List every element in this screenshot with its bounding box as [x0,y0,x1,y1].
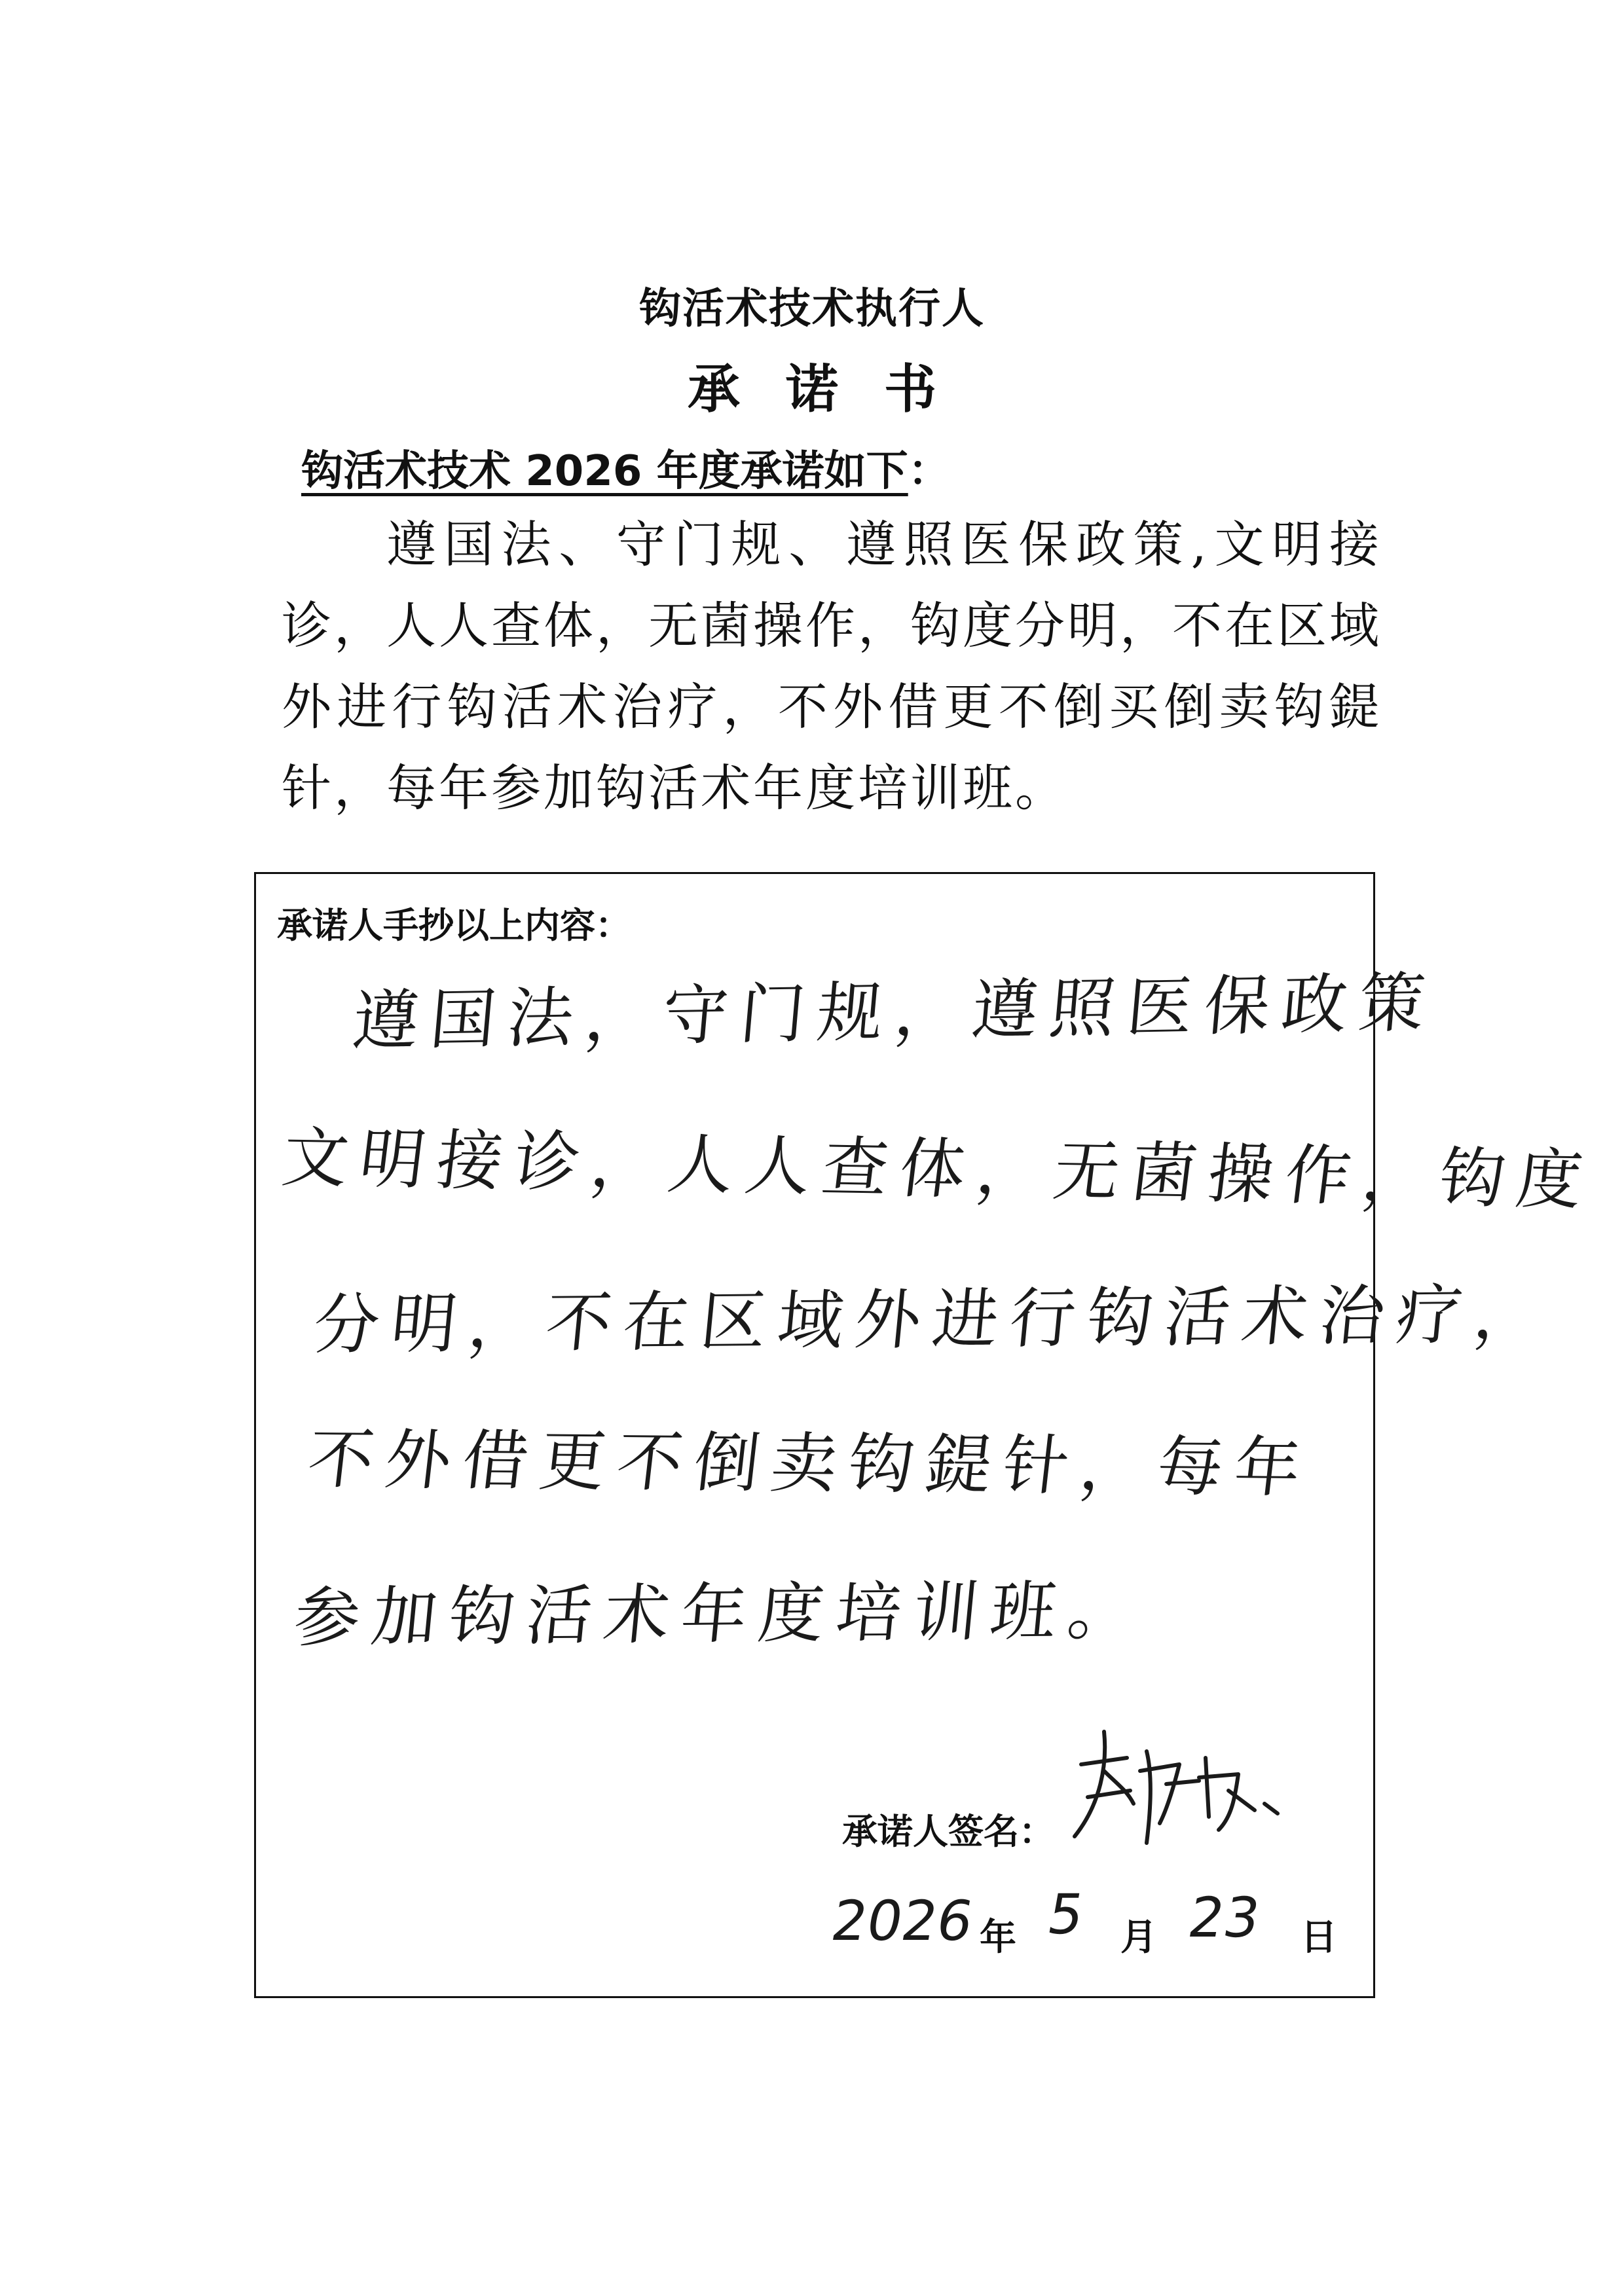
signature-label: 承诺人签名： [842,1811,1054,1852]
date-day-handwritten: 23 [1183,1886,1265,1950]
handwritten-line: 文明接诊，人人查体，无菌操作，钩度 [278,1119,1599,1219]
handwritten-signature [1068,1725,1291,1856]
date-month-handwritten: 5 [1043,1882,1090,1946]
date-day-label: 日 [1301,1916,1337,1959]
date-year-label: 年 [980,1916,1016,1959]
handwritten-line: 遵国法，守门规，遵照医保政策 [349,964,1440,1060]
date-year-handwritten: 2026 [826,1889,978,1953]
handwritten-line: 参加钩活术年度培训班。 [290,1572,1149,1656]
date-month-label: 月 [1120,1916,1157,1959]
intro-underlined-text: 钩活术技术 2026 年度承诺如下 [301,447,908,496]
copy-box-label: 承诺人手抄以上内容： [277,905,631,946]
intro-colon: ： [908,447,950,496]
document-title: 钩活术技术执行人 [639,285,985,333]
commitment-body: 遵国法、守门规、遵照医保政策,文明接诊，人人查体，无菌操作，钩度分明，不在区域外进行钩活术治疗，不外借更不倒买倒卖钩鍉针，每年参加钩活术年度培训班。 [282,515,1382,817]
document-subtitle: 承诺书 [688,359,982,420]
handwritten-copy-box [254,872,1599,1998]
handwritten-line: 分明，不在区域外进行钩活术治疗， [310,1275,1555,1364]
date-row [826,1882,1356,1974]
handwritten-line: 不外借更不倒卖钩鍉针，每年 [304,1421,1316,1506]
intro-line [301,437,950,498]
